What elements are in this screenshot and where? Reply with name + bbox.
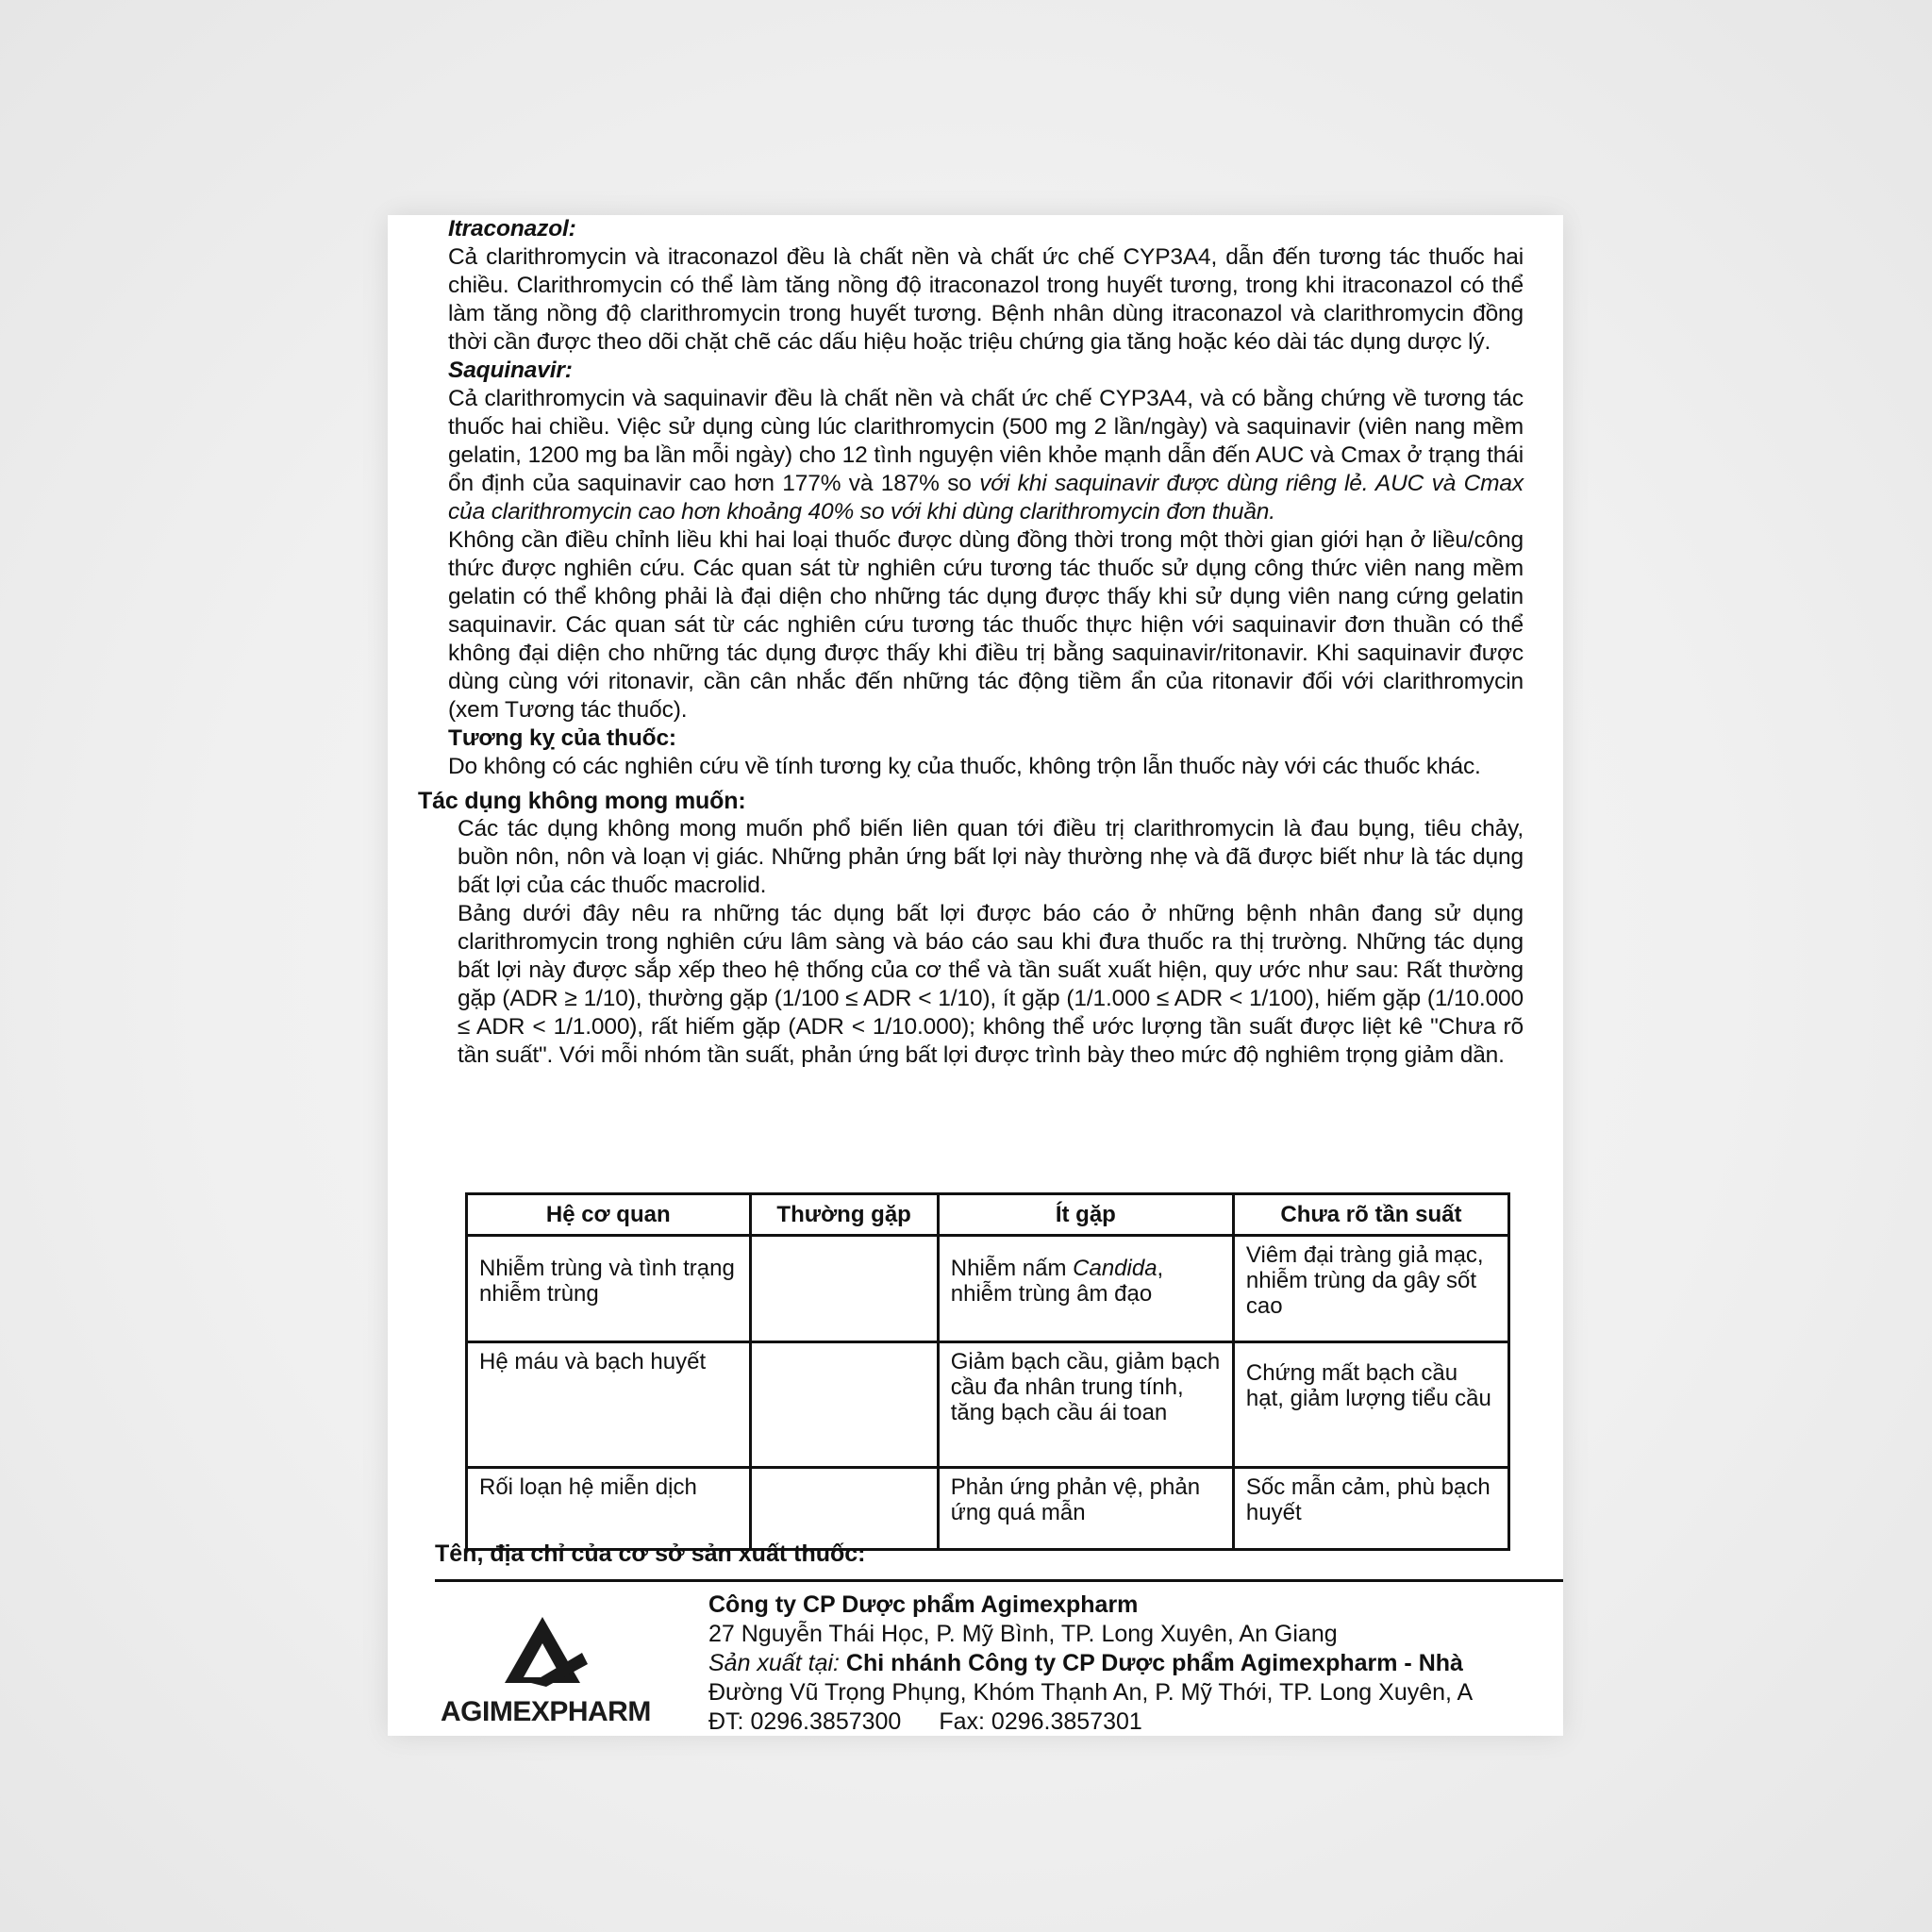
manufacturer-details — [708, 1591, 1563, 1736]
cell-uncommon-italic: Candida — [1073, 1256, 1158, 1281]
adverse-effects-paragraph-1: Các tác dụng không mong muốn phổ biến liên quan tới điều trị clarithromycin là đau bụng, tiêu chảy, buồn nôn, nôn và loạn vị giác. Những phản ứng bất lợi này thường nhẹ và đã được biết như là tác dụng bất lợi của các thuốc macrolid. — [458, 816, 1524, 898]
cell-organ: Rối loạn hệ miễn dịch — [467, 1468, 751, 1550]
production-site-label: Sản xuất tại: — [708, 1650, 840, 1676]
cell-organ: Hệ máu và bạch huyết — [467, 1342, 751, 1468]
header-unknown-frequency: Chưa rõ tần suất — [1233, 1194, 1508, 1236]
cell-uncommon-prefix: Nhiễm nấm — [950, 1256, 1074, 1281]
adverse-effects-heading: Tác dụng không mong muốn: — [418, 788, 746, 814]
header-uncommon: Ít gặp — [938, 1194, 1233, 1236]
phone-number: ĐT: 0296.3857300 — [708, 1708, 902, 1735]
cell-uncommon-suffix: , nhiễm trùng âm đạo — [950, 1256, 1164, 1307]
leaflet-body — [418, 215, 1524, 1070]
adverse-reactions-table — [465, 1192, 1510, 1551]
company-name: Công ty CP Dược phẩm Agimexpharm — [708, 1591, 1139, 1618]
production-site — [708, 1649, 1563, 1678]
agimexpharm-logo — [441, 1611, 686, 1734]
saquinavir-text-italic: với khi saquinavir được dùng riêng lẻ. AUC và Cmax của clarithromycin cao hơn khoảng 40% so với khi dùng clarithromycin đơn thuần. — [448, 471, 1524, 525]
production-site-name: Chi nhánh Công ty CP Dược phẩm Agimexpharm - Nhà — [839, 1650, 1463, 1676]
cell-organ: Nhiễm trùng và tình trạng nhiễm trùng — [467, 1236, 751, 1342]
saquinavir-text-main: Cả clarithromycin và saquinavir đều là chất nền và chất ức chế CYP3A4, và có bằng chứng về tương tác thuốc hai chiều. Việc sử dụng cùng lúc clarithromycin (500 mg 2 lần/ngày) và saquinavir (viên nang mềm gelatin, 1200 mg ba lần mỗi ngày) cho 12 tình nguyện viên khỏe mạnh dẫn đến AUC và Cmax ở trạng thái ổn định của saquinavir cao hơn 177% và 187% so — [448, 386, 1524, 496]
cell-unknown: Viêm đại tràng giả mạc, nhiễm trùng da gây sốt cao — [1233, 1236, 1508, 1342]
agimexpharm-triangle-logo-icon — [441, 1611, 686, 1696]
cell-unknown: Sốc mẫn cảm, phù bạch huyết — [1233, 1468, 1508, 1550]
cell-common — [750, 1236, 938, 1342]
manufacturer-heading: Tên, địa chỉ của cơ sở sản xuất thuốc: — [435, 1541, 866, 1567]
table-row — [467, 1468, 1509, 1550]
cell-uncommon: Giảm bạch cầu, giảm bạch cầu đa nhân trung tính, tăng bạch cầu ái toan — [938, 1342, 1233, 1468]
saquinavir-text-2: Không cần điều chỉnh liều khi hai loại thuốc được dùng đồng thời trong một thời gian giới hạn ở liều/công thức được nghiên cứu. Các quan sát từ nghiên cứu tương tác thuốc sử dụng công thức viên nang mềm gelatin có thể không phải là đại diện cho những tác dụng được thấy khi sử dụng viên nang cứng gelatin saquinavir. Các quan sát từ các nghiên cứu tương tác thuốc thực hiện với saquinavir đơn thuần có thể không đại diện cho những tác dụng được thấy khi điều trị bằng saquinavir/ritonavir. Khi saquinavir được dùng cùng với ritonavir, cần cân nhắc đến những tác động tiềm ẩn của ritonavir đối với clarithromycin (xem Tương tác thuốc). — [448, 527, 1524, 723]
manufacturer-divider — [435, 1579, 1563, 1582]
saquinavir-heading: Saquinavir: — [448, 358, 573, 383]
contact-line — [708, 1707, 1563, 1736]
cell-common — [750, 1468, 938, 1550]
cell-common — [750, 1342, 938, 1468]
header-organ-system: Hệ cơ quan — [467, 1194, 751, 1236]
leaflet-sheet — [388, 215, 1563, 1736]
cell-uncommon — [938, 1236, 1233, 1342]
cell-unknown: Chứng mất bạch cầu hạt, giảm lượng tiểu cầu — [1233, 1342, 1508, 1468]
header-common: Thường gặp — [750, 1194, 938, 1236]
table-row — [467, 1236, 1509, 1342]
table-header-row — [467, 1194, 1509, 1236]
itraconazol-text: Cả clarithromycin và itraconazol đều là chất nền và chất ức chế CYP3A4, dẫn đến tương tác thuốc hai chiều. Clarithromycin có thể làm tăng nồng độ itraconazol trong huyết tương, trong khi itraconazol có thể làm tăng nồng độ clarithromycin trong huyết tương. Bệnh nhân dùng itraconazol và clarithromycin đồng thời cần được theo dõi chặt chẽ các dấu hiệu hoặc triệu chứng gia tăng hoặc kéo dài tác dụng dược lý. — [448, 244, 1524, 355]
fax-number: Fax: 0296.3857301 — [939, 1708, 1142, 1735]
company-address: 27 Nguyễn Thái Học, P. Mỹ Bình, TP. Long Xuyên, An Giang — [708, 1621, 1338, 1647]
itraconazol-heading: Itraconazol: — [448, 216, 576, 242]
cell-uncommon: Phản ứng phản vệ, phản ứng quá mẫn — [938, 1468, 1233, 1550]
incompatibility-text: Do không có các nghiên cứu về tính tương kỵ của thuốc, không trộn lẫn thuốc này với các thuốc khác. — [448, 754, 1481, 779]
saquinavir-text — [448, 385, 1524, 526]
logo-wordmark: AGIMEXPHARM — [441, 1696, 651, 1727]
production-site-address: Đường Vũ Trọng Phụng, Khóm Thạnh An, P. Mỹ Thới, TP. Long Xuyên, A — [708, 1679, 1474, 1706]
table-row — [467, 1342, 1509, 1468]
incompatibility-heading: Tương kỵ của thuốc: — [448, 725, 676, 751]
adverse-effects-paragraph-2: Bảng dưới đây nêu ra những tác dụng bất lợi được báo cáo ở những bệnh nhân đang sử dụng clarithromycin trong nghiên cứu lâm sàng và báo cáo sau khi đưa thuốc ra thị trường. Những tác dụng bất lợi này được sắp xếp theo hệ thống của cơ thể và tần suất xuất hiện, quy ước như sau: Rất thường gặp (ADR ≥ 1/10), thường gặp (1/100 ≤ ADR < 1/10), ít gặp (1/1.000 ≤ ADR < 1/100), hiếm gặp (1/10.000 ≤ ADR < 1/1.000), rất hiếm gặp (ADR < 1/10.000); không thể ước lượng tần suất được liệt kê "Chưa rõ tần suất". Với mỗi nhóm tần suất, phản ứng bất lợi được trình bày theo mức độ nghiêm trọng giảm dần. — [458, 901, 1524, 1068]
